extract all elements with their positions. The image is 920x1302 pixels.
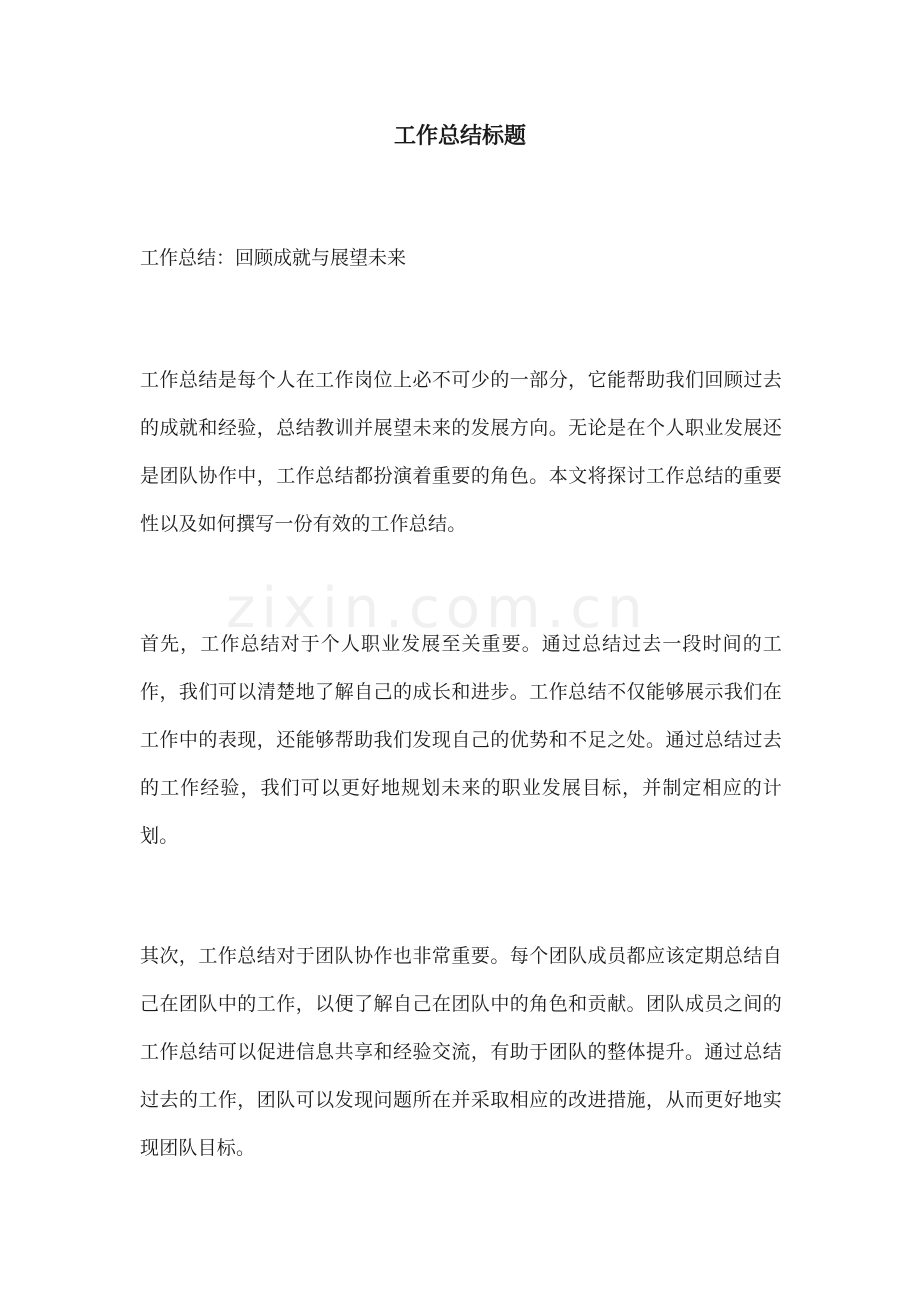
paragraph-team-collaboration: 其次，工作总结对于团队协作也非常重要。每个团队成员都应该定期总结自己在团队中的工作，以便了解自己在团队中的角色和贡献。团队成员之间的工作总结可以促进信息共享和经验交流，有助于团队的整体提升。通过总结过去的工作，团队可以发现问题所在并采取相应的改进措施，从而更好地实现团队目标。 [140, 945, 782, 1159]
paragraph-intro: 工作总结是每个人在工作岗位上必不可少的一部分，它能帮助我们回顾过去的成就和经验，总结教训并展望未来的发展方向。无论是在个人职业发展还是团队协作中，工作总结都扮演着重要的角色。本文将探讨工作总结的重要性以及如何撰写一份有效的工作总结。 [140, 369, 782, 535]
document-title: 工作总结标题 [393, 123, 526, 149]
paragraph-personal-development: 首先，工作总结对于个人职业发展至关重要。通过总结过去一段时间的工作，我们可以清楚地了解自己的成长和进步。工作总结不仅能够展示我们在工作中的表现，还能够帮助我们发现自己的优势和不足之处。通过总结过去的工作经验，我们可以更好地规划未来的职业发展目标，并制定相应的计划。 [140, 633, 782, 847]
watermark: zixin.com.cn [226, 576, 649, 641]
document-subtitle: 工作总结：回顾成就与展望未来 [140, 247, 407, 269]
